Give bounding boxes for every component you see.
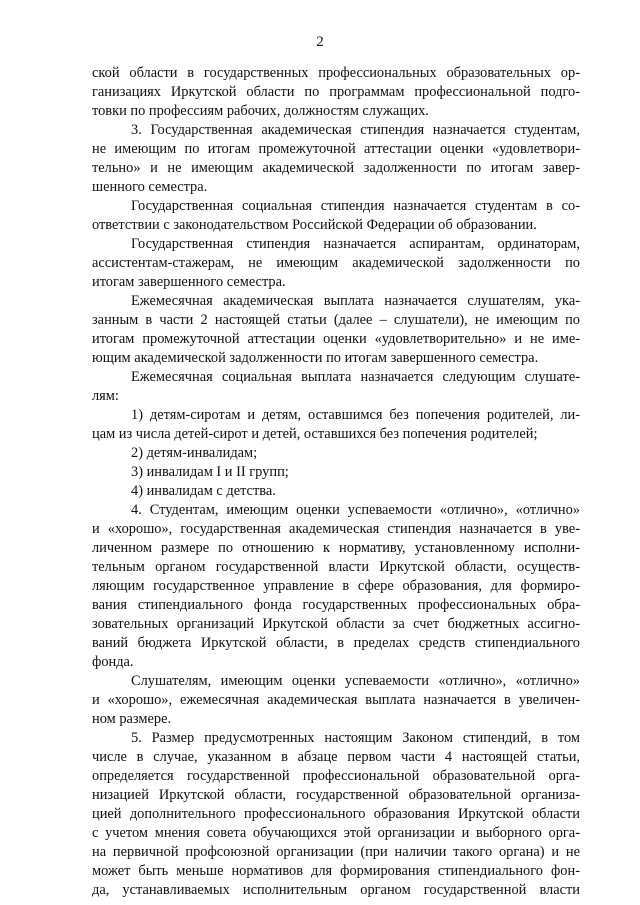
text-line: вания стипендиального фонда государственных профессиональных обра- bbox=[92, 597, 580, 613]
text-line: с учетом мнения совета обучающихся этой организации и выборного орга- bbox=[92, 825, 580, 841]
text-line: зовательных организаций Иркутской области за счет бюджетных ассигно- bbox=[92, 616, 580, 632]
text-line: и «хорошо», государственная академическая стипендия назначается в уве- bbox=[92, 521, 580, 537]
text-line: 1) детям-сиротам и детям, оставшимся без попечения родителей, ли- bbox=[131, 407, 580, 423]
text-line: шенного семестра. bbox=[92, 179, 208, 195]
text-line: 4. Студентам, имеющим оценки успеваемости «отлично», «отлично» bbox=[131, 502, 580, 518]
text-line: ном размере. bbox=[92, 711, 172, 727]
text-line: ваний бюджета Иркутской области, в пределах средств стипендиального bbox=[92, 635, 580, 651]
text-line: ассистентам-стажерам, не имеющим академической задолженности по bbox=[92, 255, 580, 271]
text-line: 3) инвалидам I и II групп; bbox=[131, 464, 289, 480]
text-line: Ежемесячная социальная выплата назначается следующим слушате- bbox=[131, 369, 580, 385]
text-line: может быть меньше нормативов для формирования стипендиального фон- bbox=[92, 863, 580, 879]
text-line: 2) детям-инвалидам; bbox=[131, 445, 258, 461]
text-line: цией дополнительного профессионального образования Иркутской области bbox=[92, 806, 580, 822]
text-line: ответствии с законодательством Российской Федерации об образовании. bbox=[92, 217, 537, 233]
text-line: тельно» и не имеющим академической задолженности по итогам завер- bbox=[92, 160, 580, 176]
text-line: ской области в государственных профессиональных образовательных ор- bbox=[92, 65, 580, 81]
text-line: Слушателям, имеющим оценки успеваемости «отлично», «отлично» bbox=[131, 673, 580, 689]
text-line: Ежемесячная академическая выплата назначается слушателям, ука- bbox=[131, 293, 580, 309]
text-line: итогам промежуточной аттестации оценки «удовлетворительно» и не име- bbox=[92, 331, 580, 347]
text-line: ющим академической задолженности по итогам завершенного семестра. bbox=[92, 350, 539, 366]
text-line: фонда. bbox=[92, 654, 134, 670]
text-line: итогам завершенного семестра. bbox=[92, 274, 286, 290]
text-line: и «хорошо», ежемесячная академическая выплата назначается в увеличен- bbox=[92, 692, 580, 708]
text-line: лям: bbox=[92, 388, 119, 404]
text-line: Государственная стипендия назначается аспирантам, ординаторам, bbox=[131, 236, 580, 252]
text-line: цам из числа детей-сирот и детей, оставшихся без попечения родителей; bbox=[92, 426, 538, 442]
text-line: ляющим государственное управление в сфере образования, для формиро- bbox=[92, 578, 580, 594]
page-number: 2 bbox=[316, 34, 324, 50]
text-line: тельным органом государственной власти Иркутской области, осуществ- bbox=[92, 559, 580, 575]
text-line: да, устанавливаемых исполнительным органом государственной власти bbox=[92, 882, 580, 898]
text-line: числе в случае, указанном в абзаце первом части 4 настоящей статьи, bbox=[92, 749, 580, 765]
text-line: товки по профессиям рабочих, должностям служащих. bbox=[92, 103, 429, 119]
text-line: Государственная социальная стипендия назначается студентам в со- bbox=[131, 198, 580, 214]
text-line: занным в части 2 настоящей статьи (далее – слушатели), не имеющим по bbox=[92, 312, 580, 328]
text-line: 5. Размер предусмотренных настоящим Законом стипендий, в том bbox=[131, 730, 580, 746]
text-line: ганизациях Иркутской области по программам профессиональной подго- bbox=[92, 84, 580, 100]
text-line: низацией Иркутской области, государственной образовательной организа- bbox=[92, 787, 580, 803]
text-line: личенном размере по отношению к нормативу, установленному исполни- bbox=[92, 540, 580, 556]
text-line: на первичной профсоюзной организации (при наличии такого органа) и не bbox=[92, 844, 580, 860]
text-line: определяется государственной профессиональной образовательной орга- bbox=[92, 768, 580, 784]
text-line: 4) инвалидам с детства. bbox=[131, 483, 276, 499]
text-line: 3. Государственная академическая стипендия назначается студентам, bbox=[131, 122, 580, 138]
text-line: не имеющим по итогам промежуточной аттестации оценки «удовлетвори- bbox=[92, 141, 580, 157]
